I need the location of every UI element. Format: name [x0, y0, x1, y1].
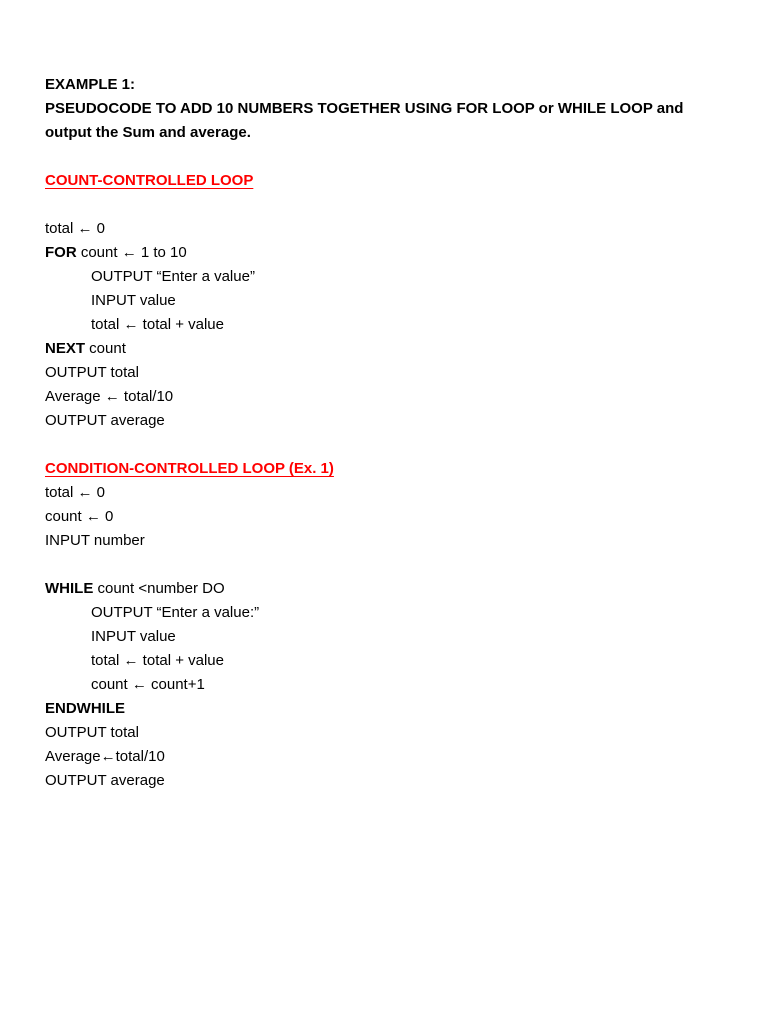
- condition-loop-heading-row: [45, 457, 735, 481]
- code-line: total ← total + value: [91, 652, 224, 669]
- condition-loop-heading: CONDITION-CONTROLLED LOOP (Ex. 1): [45, 460, 334, 477]
- spacer: [45, 433, 735, 457]
- code-line: total ← total + value: [91, 316, 224, 333]
- code-line: INPUT value: [91, 292, 176, 309]
- code-line: OUTPUT average: [45, 772, 165, 789]
- document-page: [45, 73, 735, 793]
- count-loop-code: [45, 217, 735, 433]
- keyword-for: FOR: [45, 244, 77, 261]
- code-line: Average ← total/10: [45, 388, 174, 405]
- keyword-next: NEXT: [45, 340, 86, 357]
- count-loop-heading: COUNT-CONTROLLED LOOP: [45, 172, 254, 189]
- code-line: WHILE count <number DO: [45, 580, 225, 597]
- code-line: NEXT count: [45, 340, 126, 357]
- code-line: total ← 0: [45, 484, 106, 501]
- example-title-line-1: PSEUDOCODE TO ADD 10 NUMBERS TOGETHER USING FOR LOOP or WHILE LOOP and: [45, 100, 684, 117]
- code-line: [45, 697, 735, 721]
- code-line: INPUT value: [91, 628, 176, 645]
- code-line: OUTPUT total: [45, 364, 139, 381]
- code-line: total ← 0: [45, 220, 106, 237]
- code-line: OUTPUT total: [45, 724, 139, 741]
- code-line: INPUT number: [45, 532, 145, 549]
- spacer: [45, 553, 735, 577]
- code-line: Average←total/10: [45, 748, 165, 765]
- code-line: OUTPUT average: [45, 412, 165, 429]
- code-line: OUTPUT “Enter a value”: [91, 268, 255, 285]
- code-line: FOR count ← 1 to 10: [45, 244, 187, 261]
- example-title-line-2: output the Sum and average.: [45, 124, 251, 141]
- spacer: [45, 193, 735, 217]
- example-label: EXAMPLE 1:: [45, 76, 136, 93]
- code-line: OUTPUT “Enter a value:”: [91, 604, 260, 621]
- code-line: count ← count+1: [91, 676, 205, 693]
- keyword-while: WHILE: [45, 580, 94, 597]
- keyword-endwhile: ENDWHILE: [45, 700, 125, 717]
- count-loop-heading-row: [45, 169, 735, 193]
- spacer: [45, 145, 735, 169]
- code-line: count ← 0: [45, 508, 114, 525]
- condition-loop-code: [45, 481, 735, 793]
